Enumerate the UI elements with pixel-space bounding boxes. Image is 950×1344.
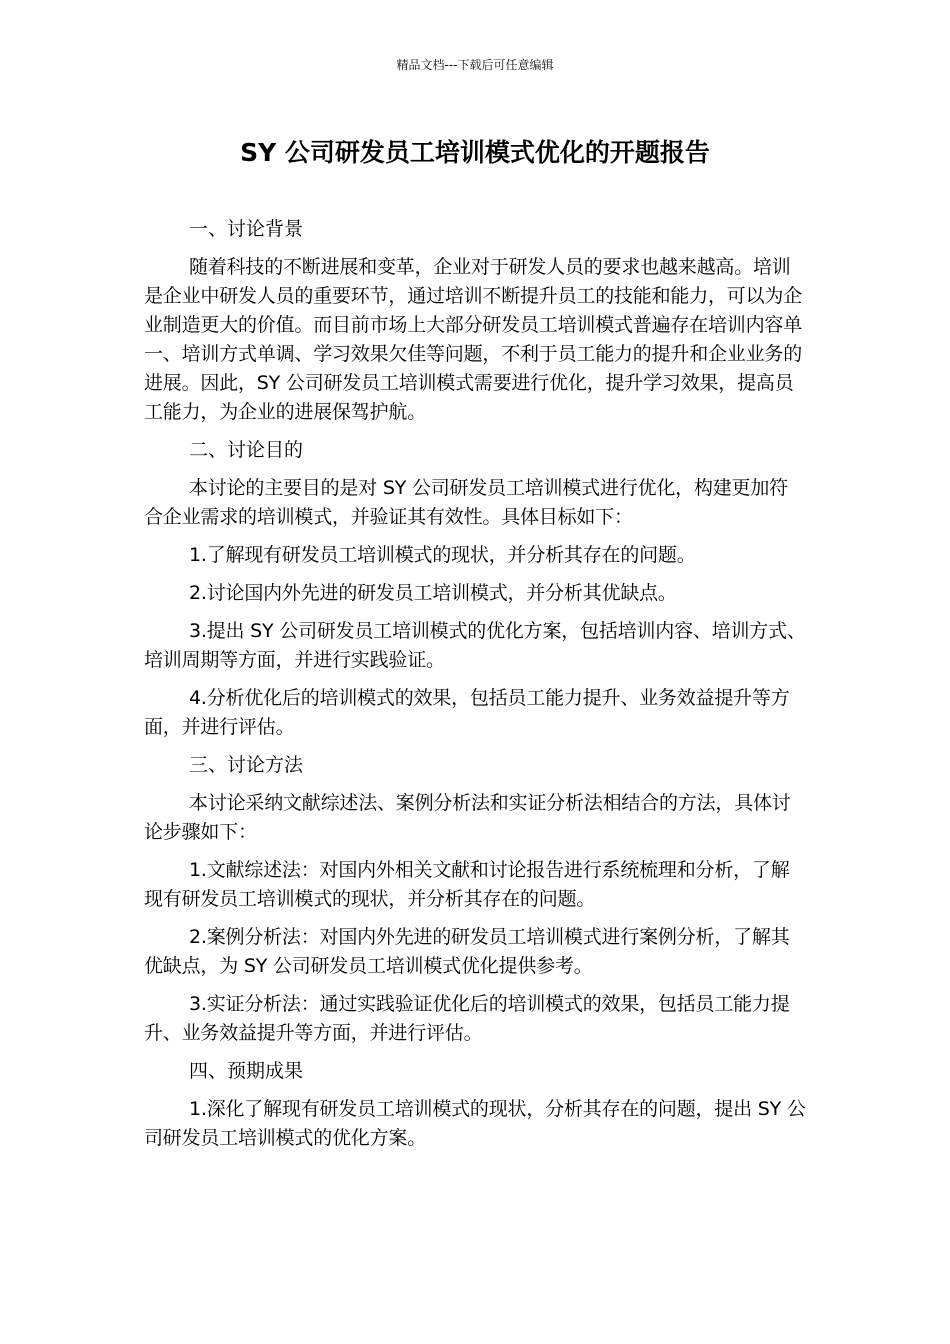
list-item: 1.文献综述法：对国内外相关文献和讨论报告进行系统梳理和分析，了解现有研发员工培训模式的现状，并分析其存在的问题。	[144, 859, 790, 910]
list-item: 1.深化了解现有研发员工培训模式的现状，分析其存在的问题，提出 SY 公司研发员工培训模式的优化方案。	[144, 1098, 806, 1149]
paragraph: 随着科技的不断进展和变革，企业对于研发人员的要求也越来越高。培训是企业中研发人员的重要环节，通过培训不断提升员工的技能和能力，可以为企业制造更大的价值。而目前市场上大部分研发员工培训模式普遍存在培训内容单一、培训方式单调、学习效果欠佳等问题，不利于员工能力的提升和企业业务的进展。因此，SY 公司研发员工培训模式需要进行优化，提升学习效果，提高员工能力，为企业的进展保驾护航。	[144, 256, 803, 423]
section-purpose	[144, 436, 806, 742]
section-background	[144, 215, 806, 427]
list-item: 2.案例分析法：对国内外先进的研发员工培训模式进行案例分析，了解其优缺点，为 SY 公司研发员工培训模式优化提供参考。	[144, 926, 790, 977]
section-heading: 一、讨论背景	[189, 218, 304, 240]
section-heading: 二、讨论目的	[189, 439, 304, 461]
section-methods	[144, 751, 806, 1048]
paragraph: 本讨论采纳文献综述法、案例分析法和实证分析法相结合的方法，具体讨论步骤如下：	[144, 792, 791, 843]
list-item: 3.实证分析法：通过实践验证优化后的培训模式的效果，包括员工能力提升、业务效益提升等方面，并进行评估。	[144, 993, 790, 1044]
section-expected-results	[144, 1057, 806, 1153]
page-header: 精品文档---下载后可任意编辑	[396, 58, 554, 72]
list-item: 1.了解现有研发员工培训模式的现状，并分析其存在的问题。	[189, 544, 696, 566]
section-heading: 三、讨论方法	[189, 754, 304, 776]
list-item: 4.分析优化后的培训模式的效果，包括员工能力提升、业务效益提升等方面，并进行评估。	[144, 687, 790, 738]
paragraph: 本讨论的主要目的是对 SY 公司研发员工培训模式进行优化，构建更加符合企业需求的培训模式，并验证其有效性。具体目标如下：	[144, 477, 788, 528]
list-item: 3.提出 SY 公司研发员工培训模式的优化方案，包括培训内容、培训方式、培训周期等方面，并进行实践验证。	[144, 620, 806, 671]
document-body	[144, 215, 806, 1162]
document-title: SY 公司研发员工培训模式优化的开题报告	[240, 138, 710, 167]
list-item: 2.讨论国内外先进的研发员工培训模式，并分析其优缺点。	[189, 582, 677, 604]
section-heading: 四、预期成果	[189, 1060, 304, 1082]
